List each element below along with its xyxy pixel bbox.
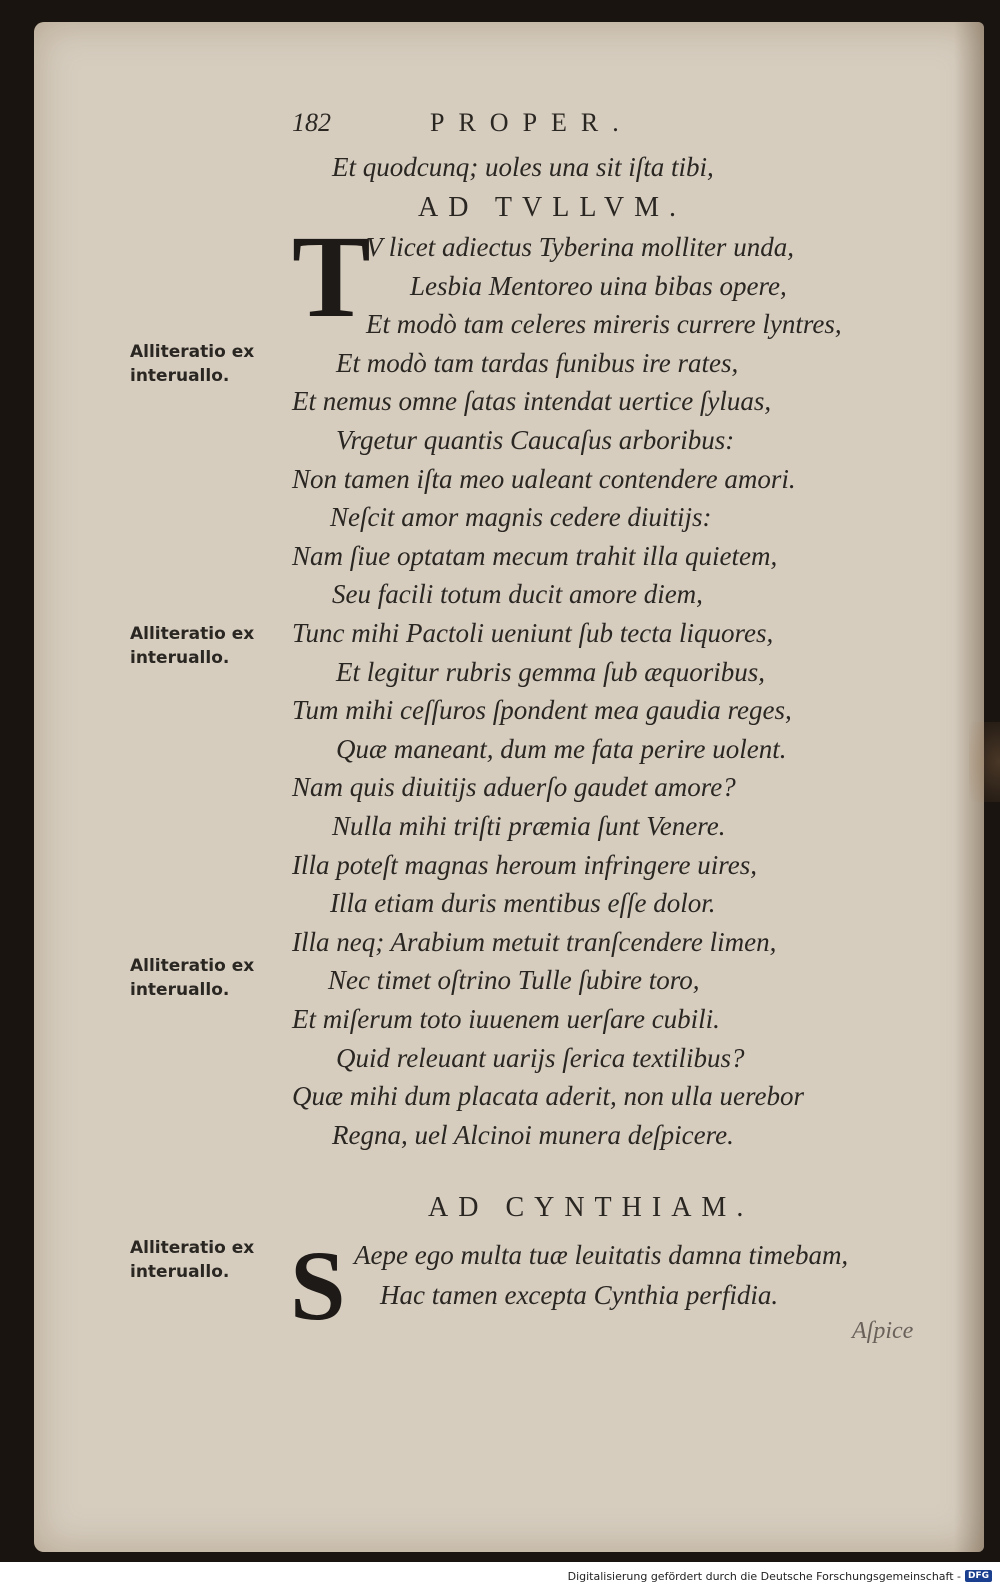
poem-line: Aepe ego multa tuæ leuitatis damna timebam, [354, 1240, 849, 1270]
poem-line: Nam quis diuitijs aduerſo gaudet amore? [292, 772, 736, 802]
footer-bar [0, 1562, 1000, 1590]
poem-line: Neſcit amor magnis cedere diuitijs: [330, 502, 712, 532]
poem-title-tullum: AD TVLLVM. [418, 192, 687, 223]
poem-line: Tum mihi ceſſuros ſpondent mea gaudia reges, [292, 695, 792, 725]
poem-line: Illa poteſt magnas heroum infringere uires, [292, 850, 757, 880]
margin-note-line: interuallo. [130, 1262, 230, 1282]
margin-note-line: interuallo. [130, 648, 230, 668]
margin-note [130, 340, 290, 388]
dropcap-s: S [290, 1230, 346, 1341]
margin-note-line: Alliteratio ex [130, 1238, 255, 1258]
poem-line: Et legitur rubris gemma ſub æquoribus, [336, 657, 766, 687]
poem-title-cynthiam: AD CYNTHIAM. [428, 1192, 754, 1223]
margin-note-line: Alliteratio ex [130, 956, 255, 976]
folio-number: 182 [292, 108, 331, 137]
margin-note-line: Alliteratio ex [130, 624, 255, 644]
margin-note [130, 1236, 290, 1284]
catchword: Aſpice [852, 1318, 914, 1344]
paper-stain [969, 722, 1000, 802]
poem-line: Non tamen iſta meo ualeant contendere amori. [292, 464, 796, 494]
poem-line: Regna, uel Alcinoi munera deſpicere. [332, 1120, 734, 1150]
footer-text: Digitalisierung gefördert durch die Deutsche Forschungsgemeinschaft - [567, 1569, 961, 1583]
poem-line: Nam ſiue optatam mecum trahit illa quietem, [292, 541, 778, 571]
margin-note [130, 622, 290, 670]
poem-line: Lesbia Mentoreo uina bibas opere, [410, 271, 787, 301]
margin-note-line: Alliteratio ex [130, 342, 255, 362]
poem-line: Nulla mihi triſti præmia ſunt Venere. [332, 811, 726, 841]
poem-line: Quid releuant uarijs ſerica textilibus? [336, 1043, 745, 1073]
margin-note-line: interuallo. [130, 980, 230, 1000]
poem-line: Quæ mihi dum placata aderit, non ulla uerebor [292, 1081, 804, 1111]
poem-line: Tunc mihi Pactoli ueniunt ſub tecta liquores, [292, 618, 774, 648]
poem-line: Hac tamen excepta Cynthia perfidia. [380, 1280, 779, 1310]
poem-line: Et miſerum toto iuuenem uerſare cubili. [292, 1004, 720, 1034]
dropcap-t: T [292, 211, 371, 342]
intro-line: Et quodcunq; uoles una sit iſta tibi, [332, 152, 714, 182]
poem-line: Illa etiam duris mentibus eſſe dolor. [330, 888, 716, 918]
poem-line: Vrgetur quantis Caucaſus arboribus: [336, 425, 735, 455]
dfg-logo: DFG [965, 1570, 992, 1582]
poem-line: Et modò tam tardas funibus ire rates, [336, 348, 739, 378]
margin-note-line: interuallo. [130, 366, 230, 386]
poem-line: Illa neq; Arabium metuit tranſcendere limen, [292, 927, 777, 957]
poem-line: Nec timet oſtrino Tulle ſubire toro, [328, 965, 700, 995]
poem-line: Et modò tam celeres mireris currere lyntres, [366, 309, 842, 339]
poem-line: Seu facili totum ducit amore diem, [332, 579, 703, 609]
margin-note [130, 954, 290, 1002]
poem-line: Et nemus omne ſatas intendat uertice ſyluas, [292, 386, 772, 416]
running-head: PROPER. [430, 108, 633, 137]
poem-line: Quæ maneant, dum me fata perire uolent. [336, 734, 787, 764]
poem-line: V licet adiectus Tyberina molliter unda, [366, 232, 794, 262]
